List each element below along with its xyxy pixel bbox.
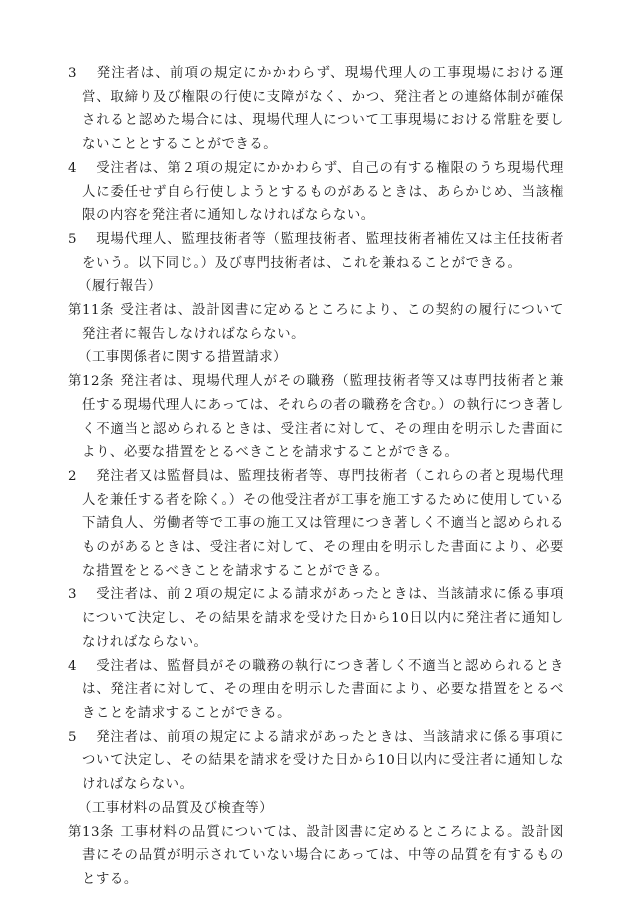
paragraph-text: 受注者は、監督員がその職務の執行につき著しく不適当と認められるときは、発注者に対して、その理由を明示した書面により、必要な措置をとるべきことを請求することができる。 (82, 658, 564, 721)
paragraph-number: 4 (68, 658, 78, 674)
paragraph-text: 発注者は、前項の規定による請求があったときは、当該請求に係る事項について決定し、その結果を請求を受けた日から10日以内に受注者に通知しなければならない。 (82, 729, 564, 793)
paragraph-number: 5 (68, 729, 78, 745)
paragraph-10-3 (68, 62, 564, 157)
article-11 (68, 299, 564, 346)
article-caption: （工事関係者に関する措置請求） (78, 350, 288, 366)
paragraph-number: 4 (68, 160, 78, 176)
article-caption: （工事材料の品質及び検査等） (78, 800, 274, 816)
paragraph-number: 5 (68, 231, 78, 247)
paragraph-number: 3 (68, 66, 78, 81)
paragraph-12-3 (68, 583, 564, 654)
paragraph-text: 発注者は、前項の規定にかかわらず、現場代理人の工事現場における運営、取締り及び権限の行使に支障がなく、かつ、発注者との連絡体制が確保されると認めた場合には、現場代理人について工事現場における常駐を要しないこととすることができる。 (82, 66, 564, 153)
paragraph-text: 受注者は、第２項の規定にかかわらず、自己の有する権限のうち現場代理人に委任せず自ら行使しようとするものがあるときは、あらかじめ、当該権限の内容を発注者に通知しなければならない。 (82, 160, 564, 224)
article-number: 第13条 (68, 824, 115, 840)
paragraph-number: 3 (68, 587, 78, 603)
paragraph-text: 現場代理人、監理技術者等（監理技術者、監理技術者補佐又は主任技術者をいう。以下同じ。）及び専門技術者は、これを兼ねることができる。 (82, 231, 564, 271)
article-text: 受注者は、設計図書に定めるところにより、この契約の履行について発注者に報告しなければならない。 (82, 303, 564, 342)
document-page (68, 62, 564, 892)
paragraph-text: 受注者は、前２項の規定による請求があったときは、当該請求に係る事項について決定し、その結果を請求を受けた日から10日以内に発注者に通知しなければならない。 (82, 587, 564, 650)
paragraph-12-5 (68, 726, 564, 797)
paragraph-12-2 (68, 465, 564, 584)
article-12 (68, 370, 564, 465)
paragraph-10-4 (68, 157, 564, 228)
article-number: 第11条 (68, 303, 115, 319)
article-caption: （履行報告） (78, 279, 162, 295)
article-13 (68, 821, 564, 892)
article-text: 工事材料の品質については、設計図書に定めるところによる。設計図書にその品質が明示されていない場合にあっては、中等の品質を有するものとする。 (82, 824, 564, 887)
paragraph-10-5 (68, 228, 564, 275)
article-text: 発注者は、現場代理人がその職務（監理技術者等又は専門技術者と兼任する現場代理人にあっては、それらの者の職務を含む。）の執行につき著しく不適当と認められるときは、受注者に対して、その理由を明示した書面により、必要な措置をとるべきことを請求することができる。 (82, 374, 564, 461)
paragraph-text: 発注者又は監督員は、監理技術者等、専門技術者（これらの者と現場代理人を兼任する者を除く。）その他受注者が工事を施工するために使用している下請負人、労働者等で工事の施工又は管理につき著しく不適当と認められるものがあるときは、受注者に対して、その理由を明示した書面により、必要な措置をとるべきことを請求することができる。 (82, 468, 564, 579)
paragraph-12-4 (68, 655, 564, 726)
article-number: 第12条 (68, 374, 115, 390)
paragraph-number: 2 (68, 468, 78, 484)
